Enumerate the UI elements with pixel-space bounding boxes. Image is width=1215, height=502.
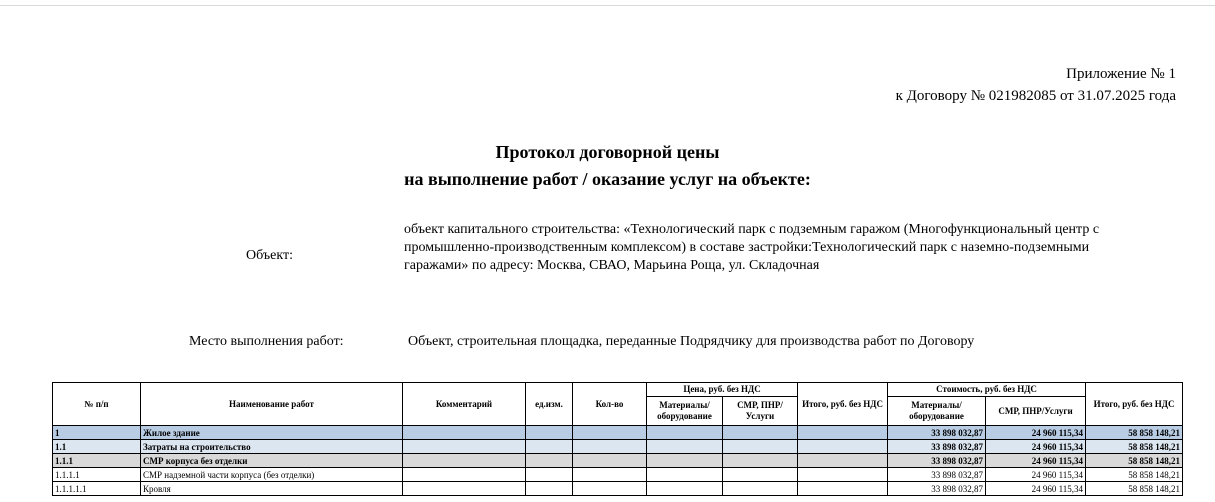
header-price-total: Итого, руб. без НДС [798, 383, 888, 426]
table-row [53, 482, 1183, 496]
row-name: Кровля [141, 482, 403, 496]
row-cost-total: 58 858 148,21 [1086, 440, 1183, 454]
row-price-total [798, 468, 888, 482]
table-row [53, 440, 1183, 454]
row-cost-total: 58 858 148,21 [1086, 468, 1183, 482]
row-cost-smr: 24 960 115,34 [986, 454, 1086, 468]
row-price-smr [723, 426, 798, 440]
row-cost-total: 58 858 148,21 [1086, 454, 1183, 468]
work-place-label: Место выполнения работ: [189, 334, 344, 349]
row-num: 1.1.1.1 [53, 468, 141, 482]
header-cost-total: Итого, руб. без НДС [1086, 383, 1183, 426]
row-price-smr [723, 454, 798, 468]
table-row [53, 468, 1183, 482]
row-cost-materials: 33 898 032,87 [888, 426, 986, 440]
row-num: 1.1.1.1.1 [53, 482, 141, 496]
row-cost-smr: 24 960 115,34 [986, 482, 1086, 496]
page-top-border [0, 5, 1215, 6]
row-cost-materials: 33 898 032,87 [888, 482, 986, 496]
header-cost-smr: СМР, ПНР/Услуги [986, 397, 1086, 426]
row-comment [403, 482, 526, 496]
row-cost-total: 58 858 148,21 [1086, 482, 1183, 496]
row-price-materials [647, 482, 723, 496]
document-subtitle: на выполнение работ / оказание услуг на объекте: [404, 169, 811, 189]
row-cost-smr: 24 960 115,34 [986, 426, 1086, 440]
header-price-group: Цена, руб. без НДС [647, 383, 798, 397]
header-price-smr: СМР, ПНР/Услуги [723, 397, 798, 426]
row-name: СМР надземной части корпуса (без отделки) [141, 468, 403, 482]
row-price-materials [647, 454, 723, 468]
header-comment: Комментарий [403, 383, 526, 426]
header-qty: Кол-во [573, 383, 647, 426]
header-cost-group: Стоимость, руб. без НДС [888, 383, 1086, 397]
row-price-smr [723, 468, 798, 482]
row-name: Жилое здание [141, 426, 403, 440]
row-num: 1.1 [53, 440, 141, 454]
row-unit [526, 440, 573, 454]
work-place-text: Объект, строительная площадка, переданные Подрядчику для производства работ по Договору [408, 334, 975, 349]
row-price-total [798, 454, 888, 468]
row-price-total [798, 426, 888, 440]
row-unit [526, 426, 573, 440]
appendix-number: Приложение № 1 [1066, 66, 1176, 82]
row-comment [403, 440, 526, 454]
row-cost-materials: 33 898 032,87 [888, 468, 986, 482]
row-qty [573, 468, 647, 482]
row-cost-smr: 24 960 115,34 [986, 468, 1086, 482]
row-cost-smr: 24 960 115,34 [986, 440, 1086, 454]
object-label: Объект: [246, 248, 293, 263]
header-name: Наименование работ [141, 383, 403, 426]
row-num: 1 [53, 426, 141, 440]
row-price-materials [647, 426, 723, 440]
table-row [53, 454, 1183, 468]
header-cost-materials: Материалы/ оборудование [888, 397, 986, 426]
row-qty [573, 454, 647, 468]
row-comment [403, 454, 526, 468]
row-qty [573, 426, 647, 440]
row-name: Затраты на строительство [141, 440, 403, 454]
row-comment [403, 426, 526, 440]
header-unit: ед.изм. [526, 383, 573, 426]
row-cost-total: 58 858 148,21 [1086, 426, 1183, 440]
row-num: 1.1.1 [53, 454, 141, 468]
row-price-total [798, 440, 888, 454]
object-description: объект капитального строительства: «Технологический парк с подземным гаражом (Многофункциональный центр с промышленно-производственным комплексом) в составе застройки:Технологический парк с наземно-подземными гаражами» по адресу: Москва, СВАО, Марьина Роща, ул. Складочная [404, 222, 1100, 273]
row-qty [573, 482, 647, 496]
row-qty [573, 440, 647, 454]
document-title: Протокол договорной цены [495, 142, 720, 162]
row-cost-materials: 33 898 032,87 [888, 454, 986, 468]
row-unit [526, 482, 573, 496]
row-price-materials [647, 468, 723, 482]
row-unit [526, 468, 573, 482]
row-name: СМР корпуса без отделки [141, 454, 403, 468]
row-unit [526, 454, 573, 468]
row-price-smr [723, 482, 798, 496]
table-row [53, 426, 1183, 440]
header-price-materials: Материалы/ оборудование [647, 397, 723, 426]
row-price-materials [647, 440, 723, 454]
header-num: № п/п [53, 383, 141, 426]
row-comment [403, 468, 526, 482]
row-price-smr [723, 440, 798, 454]
row-cost-materials: 33 898 032,87 [888, 440, 986, 454]
contract-reference: к Договору № 021982085 от 31.07.2025 года [895, 88, 1176, 104]
row-price-total [798, 482, 888, 496]
price-protocol-table [52, 382, 1183, 496]
